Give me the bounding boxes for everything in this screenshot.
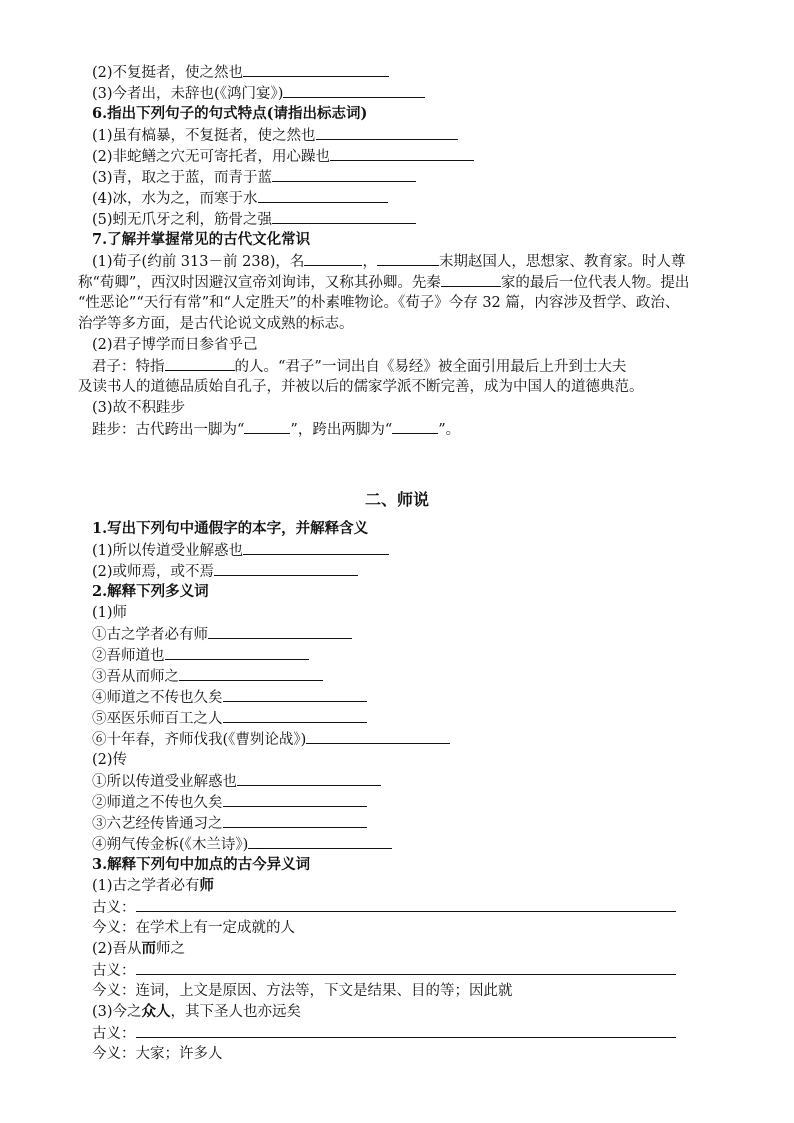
exercise-line: 君子：特指 的人。“君子”一词出自《易经》被全面引用最后上升到士大夫 — [92, 356, 626, 377]
exercise-line: ①所以传道受业解惑也 — [92, 771, 381, 792]
exercise-line: (1)荀子(约前 313－前 238)，名 ， 末期赵国人，思想家、教育家。时人尊 — [92, 251, 685, 272]
exercise-line: (2)君子博学而日参省乎己 — [92, 337, 258, 353]
exercise-line: 称“荀卿”，西汉时因避汉宣帝刘询讳，又称其孙卿。先秦 家的最后一位代表人物。提出 — [78, 272, 689, 293]
question-6-title: 6.指出下列句子的句式特点(请指出标志词) — [92, 105, 368, 122]
exercise-line: (3)今者出，未辞也(《鸿门宴》) — [92, 83, 425, 104]
exercise-line: ⑥十年春，齐师伐我(《曹刿论战》) — [92, 729, 450, 750]
exercise-line: (2)传 — [92, 752, 128, 768]
exercise-line: 及读书人的道德品质始自孔子，并被以后的儒家学派不断完善，成为中国人的道德典范。 — [78, 379, 644, 395]
exercise-line: (3)今之众人，其下圣人也亦远矣 — [92, 1003, 302, 1020]
exercise-line: (5)蚓无爪牙之利，筋骨之强 — [92, 209, 416, 230]
exercise-line: ④朔气传金柝(《木兰诗》) — [92, 834, 392, 855]
exercise-line: 今义：连词，上文是原因、方法等，下文是结果、目的等；因此就 — [92, 983, 513, 999]
exercise-line: (2)或师焉，或不焉 — [92, 561, 358, 582]
exercise-line: ③六艺经传皆通习之 — [92, 813, 367, 834]
exercise-line: ②师道之不传也久矣 — [92, 792, 367, 813]
exercise-line: (3)故不积跬步 — [92, 400, 186, 416]
exercise-line: (4)冰，水为之，而寒于水 — [92, 188, 388, 209]
exercise-line: 跬步：古代跨出一脚为“ ”，跨出两脚为“ ”。 — [92, 419, 460, 440]
answer-line: 古义： — [92, 1023, 676, 1044]
section-title: 二、师说 — [364, 490, 429, 509]
exercise-line: (1)古之学者必有师 — [92, 877, 215, 894]
exercise-line: 今义：在学术上有一定成就的人 — [92, 920, 295, 936]
exercise-line: 今义：大家；许多人 — [92, 1046, 223, 1062]
answer-line: 古义： — [92, 960, 676, 981]
exercise-line: 治学等多方面，是古代论说文成熟的标志。 — [78, 316, 354, 332]
question-1-title: 1.写出下列句中通假字的本字，并解释含义 — [92, 520, 369, 537]
question-7-title: 7.了解并掌握常见的古代文化常识 — [92, 231, 311, 248]
question-2-title: 2.解释下列多义词 — [92, 583, 209, 600]
exercise-line: (1)虽有槁暴，不复挺者，使之然也 — [92, 125, 458, 146]
exercise-line: ①古之学者必有师 — [92, 624, 352, 645]
exercise-line: (3)青，取之于蓝，而青于蓝 — [92, 167, 416, 188]
exercise-line: ②吾师道也 — [92, 645, 309, 666]
exercise-line: ④师道之不传也久矣 — [92, 687, 367, 708]
exercise-line: (2)吾从而师之 — [92, 940, 186, 957]
exercise-line: (1)所以传道受业解惑也 — [92, 540, 389, 561]
exercise-line: (1)师 — [92, 605, 128, 621]
answer-line: 古义： — [92, 897, 676, 918]
exercise-line: (2)不复挺者，使之然也 — [92, 62, 389, 83]
exercise-line: ③吾从而师之 — [92, 666, 323, 687]
exercise-line: “性恶论”“天行有常”和“人定胜天”的朴素唯物论。《荀子》今存 32 篇，内容涉及哲学、政治、 — [78, 295, 680, 311]
question-3-title: 3.解释下列句中加点的古今异义词 — [92, 856, 311, 873]
exercise-line: ⑤巫医乐师百工之人 — [92, 708, 367, 729]
exercise-line: (2)非蛇鳝之穴无可寄托者，用心躁也 — [92, 146, 474, 167]
